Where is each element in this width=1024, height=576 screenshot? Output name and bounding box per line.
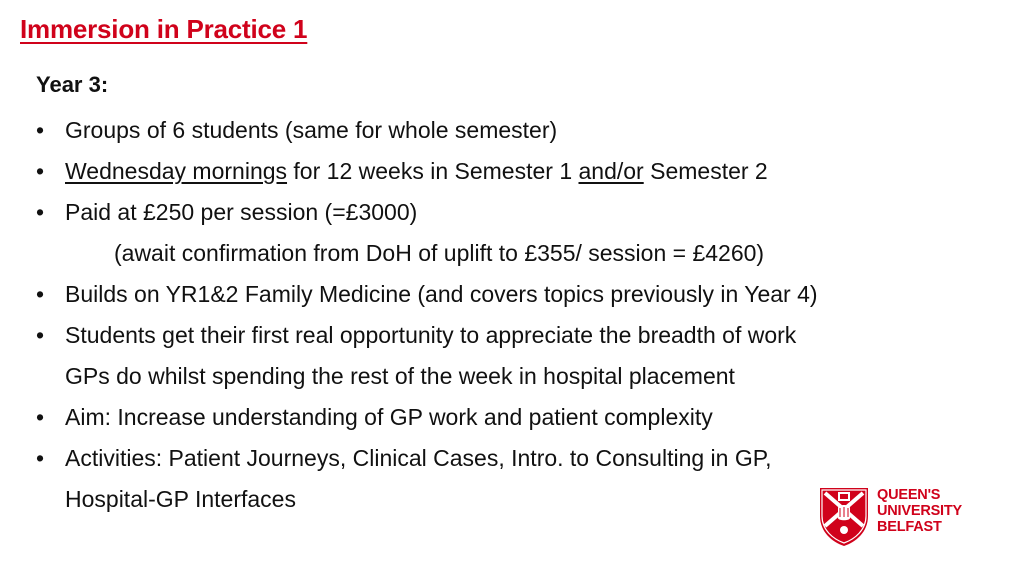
- logo-line: BELFAST: [877, 519, 942, 535]
- bullet-text: Semester 2: [643, 158, 768, 184]
- logo-line: QUEEN'S: [877, 487, 941, 503]
- bullet-text: Activities: Patient Journeys, Clinical Cases, Intro. to Consulting in GP,: [65, 445, 772, 471]
- logo-line: UNIVERSITY: [877, 503, 963, 519]
- bullet-icon: •: [36, 117, 45, 143]
- bullet-text: Students get their first real opportunity to appreciate the breadth of work: [65, 322, 797, 348]
- bullet-item: [36, 274, 996, 315]
- bullet-text-underlined: and/or: [578, 158, 644, 184]
- bullet-item: [36, 192, 996, 233]
- bullet-icon: •: [36, 445, 45, 471]
- bullet-note: [36, 233, 996, 274]
- bullet-text: Hospital-GP Interfaces: [65, 486, 296, 512]
- bullet-icon: •: [36, 322, 45, 348]
- logo-wordmark: [877, 487, 962, 535]
- bullet-text: Aim: Increase understanding of GP work and patient complexity: [65, 404, 713, 430]
- bullet-list: [36, 110, 996, 520]
- bullet-icon: •: [36, 199, 45, 225]
- university-crest-icon: [818, 486, 870, 548]
- page-title: Immersion in Practice 1: [20, 14, 308, 44]
- bullet-item: [36, 397, 996, 438]
- bullet-icon: •: [36, 404, 45, 430]
- bullet-item: [36, 438, 996, 479]
- bullet-text: Builds on YR1&2 Family Medicine (and covers topics previously in Year 4): [65, 281, 818, 307]
- section-heading: Year 3:: [36, 72, 109, 97]
- bullet-item: [36, 315, 996, 356]
- bullet-text-underlined: Wednesday mornings: [65, 158, 288, 184]
- bullet-icon: •: [36, 158, 45, 184]
- slide-content: [36, 68, 996, 520]
- bullet-text: GPs do whilst spending the rest of the week in hospital placement: [65, 363, 735, 389]
- bullet-item: [36, 151, 996, 192]
- bullet-note-text: (await confirmation from DoH of uplift to £355/ session = £4260): [114, 240, 765, 266]
- bullet-text: Paid at £250 per session (=£3000): [65, 199, 418, 225]
- bullet-icon: •: [36, 281, 45, 307]
- bullet-text: Groups of 6 students (same for whole semester): [65, 117, 558, 143]
- bullet-text: for 12 weeks in Semester 1: [287, 158, 579, 184]
- university-logo: [818, 486, 978, 550]
- bullet-item: [36, 110, 996, 151]
- bullet-continuation: [36, 356, 996, 397]
